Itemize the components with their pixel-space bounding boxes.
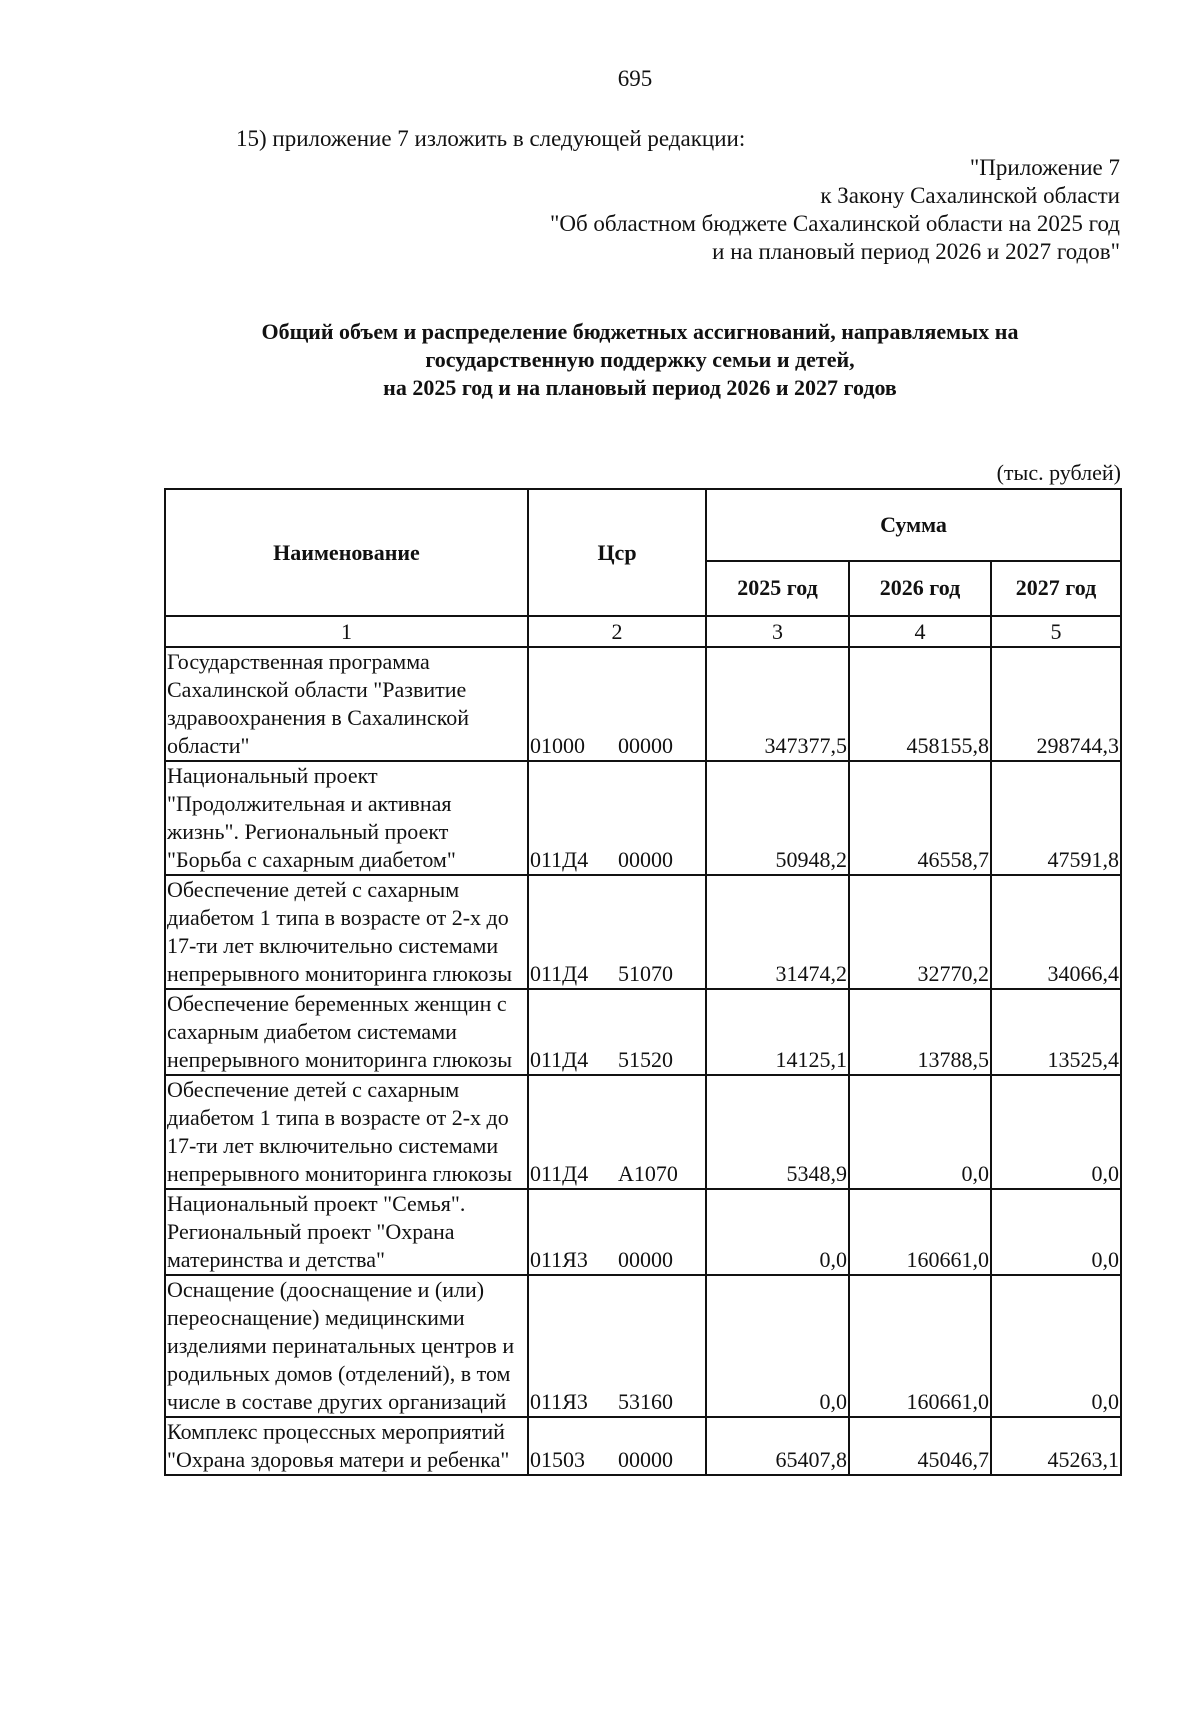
column-number: 3: [706, 616, 849, 647]
row-code: [528, 761, 706, 875]
row-code-program: 01503: [530, 1447, 585, 1472]
row-name: Обеспечение детей с сахарным диабетом 1 типа в возрасте от 2-х до 17-ти лет включительно системами непрерывного мониторинга глюкозы: [165, 875, 528, 989]
row-name: Обеспечение детей с сахарным диабетом 1 типа в возрасте от 2-х до 17-ти лет включительно системами непрерывного мониторинга глюкозы: [165, 1075, 528, 1189]
appendix-line: и на плановый период 2026 и 2027 годов": [712, 239, 1120, 264]
header-name: Наименование: [165, 489, 528, 616]
row-name: Обеспечение беременных женщин с сахарным диабетом системами непрерывного мониторинга глюкозы: [165, 989, 528, 1075]
table-row: [165, 647, 1121, 761]
row-value-2027: 0,0: [991, 1189, 1121, 1275]
row-value-2025: 5348,9: [706, 1075, 849, 1189]
row-value-2027: 13525,4: [991, 989, 1121, 1075]
page-number: 695: [617, 66, 653, 91]
column-number-row: [165, 616, 1121, 647]
row-code: [528, 1075, 706, 1189]
row-code: [528, 1275, 706, 1417]
header-year-2026: 2026 год: [849, 561, 991, 616]
table-row: [165, 989, 1121, 1075]
row-value-2026: 458155,8: [849, 647, 991, 761]
row-value-2027: 47591,8: [991, 761, 1121, 875]
row-value-2026: 160661,0: [849, 1189, 991, 1275]
column-number: 2: [528, 616, 706, 647]
row-value-2027: 45263,1: [991, 1417, 1121, 1475]
row-value-2026: 45046,7: [849, 1417, 991, 1475]
units-label: (тыс. рублей): [996, 460, 1121, 485]
row-code-direction: 00000: [618, 1247, 673, 1272]
row-value-2025: 31474,2: [706, 875, 849, 989]
row-value-2025: 0,0: [706, 1275, 849, 1417]
document-title: [130, 318, 1150, 402]
row-code-direction: 51070: [618, 961, 673, 986]
column-number: 5: [991, 616, 1121, 647]
row-code-direction: 00000: [618, 733, 673, 758]
appendix-line: "Приложение 7: [969, 155, 1120, 180]
row-code: [528, 647, 706, 761]
table-row: [165, 1417, 1121, 1475]
row-value-2026: 160661,0: [849, 1275, 991, 1417]
header-year-2027: 2027 год: [991, 561, 1121, 616]
row-code-direction: 51520: [618, 1047, 673, 1072]
appendix-line: к Закону Сахалинской области: [820, 183, 1120, 208]
row-value-2027: 0,0: [991, 1275, 1121, 1417]
row-name: Комплекс процессных мероприятий "Охрана здоровья матери и ребенка": [165, 1417, 528, 1475]
row-code-direction: 00000: [618, 1447, 673, 1472]
row-code-direction: 53160: [618, 1389, 673, 1414]
header-sum: Сумма: [706, 489, 1121, 561]
row-value-2026: 32770,2: [849, 875, 991, 989]
table-row: [165, 875, 1121, 989]
row-code-program: 011Я3: [530, 1389, 588, 1414]
row-code-program: 011Я3: [530, 1247, 588, 1272]
intro-text: 15) приложение 7 изложить в следующей редакции:: [236, 126, 746, 151]
row-value-2025: 14125,1: [706, 989, 849, 1075]
table-row: [165, 1275, 1121, 1417]
row-name: Национальный проект "Семья". Региональный проект "Охрана материнства и детства": [165, 1189, 528, 1275]
budget-table: [164, 488, 1122, 1476]
appendix-line: "Об областном бюджете Сахалинской области на 2025 год: [549, 211, 1120, 236]
row-name: Оснащение (дооснащение и (или) переоснащение) медицинскими изделиями перинатальных центров и родильных домов (отделений), в том числе в составе других организаций: [165, 1275, 528, 1417]
row-value-2025: 65407,8: [706, 1417, 849, 1475]
table-row: [165, 1075, 1121, 1189]
title-line: на 2025 год и на плановый период 2026 и 2027 годов: [383, 375, 897, 400]
row-value-2026: 0,0: [849, 1075, 991, 1189]
column-number: 4: [849, 616, 991, 647]
row-code-direction: А1070: [618, 1161, 678, 1186]
row-code-program: 011Д4: [530, 1047, 589, 1072]
row-code-program: 01000: [530, 733, 585, 758]
header-year-2025: 2025 год: [706, 561, 849, 616]
row-code: [528, 875, 706, 989]
title-line: Общий объем и распределение бюджетных ассигнований, направляемых на: [261, 319, 1019, 344]
column-number: 1: [165, 616, 528, 647]
row-name: Национальный проект "Продолжительная и активная жизнь". Региональный проект "Борьба с сахарным диабетом": [165, 761, 528, 875]
row-value-2027: 0,0: [991, 1075, 1121, 1189]
row-code: [528, 989, 706, 1075]
row-code-program: 011Д4: [530, 961, 589, 986]
row-value-2026: 46558,7: [849, 761, 991, 875]
title-line: государственную поддержку семьи и детей,: [425, 347, 855, 372]
table-row: [165, 761, 1121, 875]
row-name: Государственная программа Сахалинской области "Развитие здравоохранения в Сахалинской области": [165, 647, 528, 761]
header-code: Цср: [528, 489, 706, 616]
row-code: [528, 1417, 706, 1475]
table-row: [165, 1189, 1121, 1275]
appendix-reference: [550, 154, 1120, 266]
row-value-2026: 13788,5: [849, 989, 991, 1075]
row-value-2027: 34066,4: [991, 875, 1121, 989]
row-value-2027: 298744,3: [991, 647, 1121, 761]
row-code-program: 011Д4: [530, 847, 589, 872]
row-value-2025: 347377,5: [706, 647, 849, 761]
row-value-2025: 0,0: [706, 1189, 849, 1275]
row-code-program: 011Д4: [530, 1161, 589, 1186]
row-code-direction: 00000: [618, 847, 673, 872]
row-value-2025: 50948,2: [706, 761, 849, 875]
row-code: [528, 1189, 706, 1275]
